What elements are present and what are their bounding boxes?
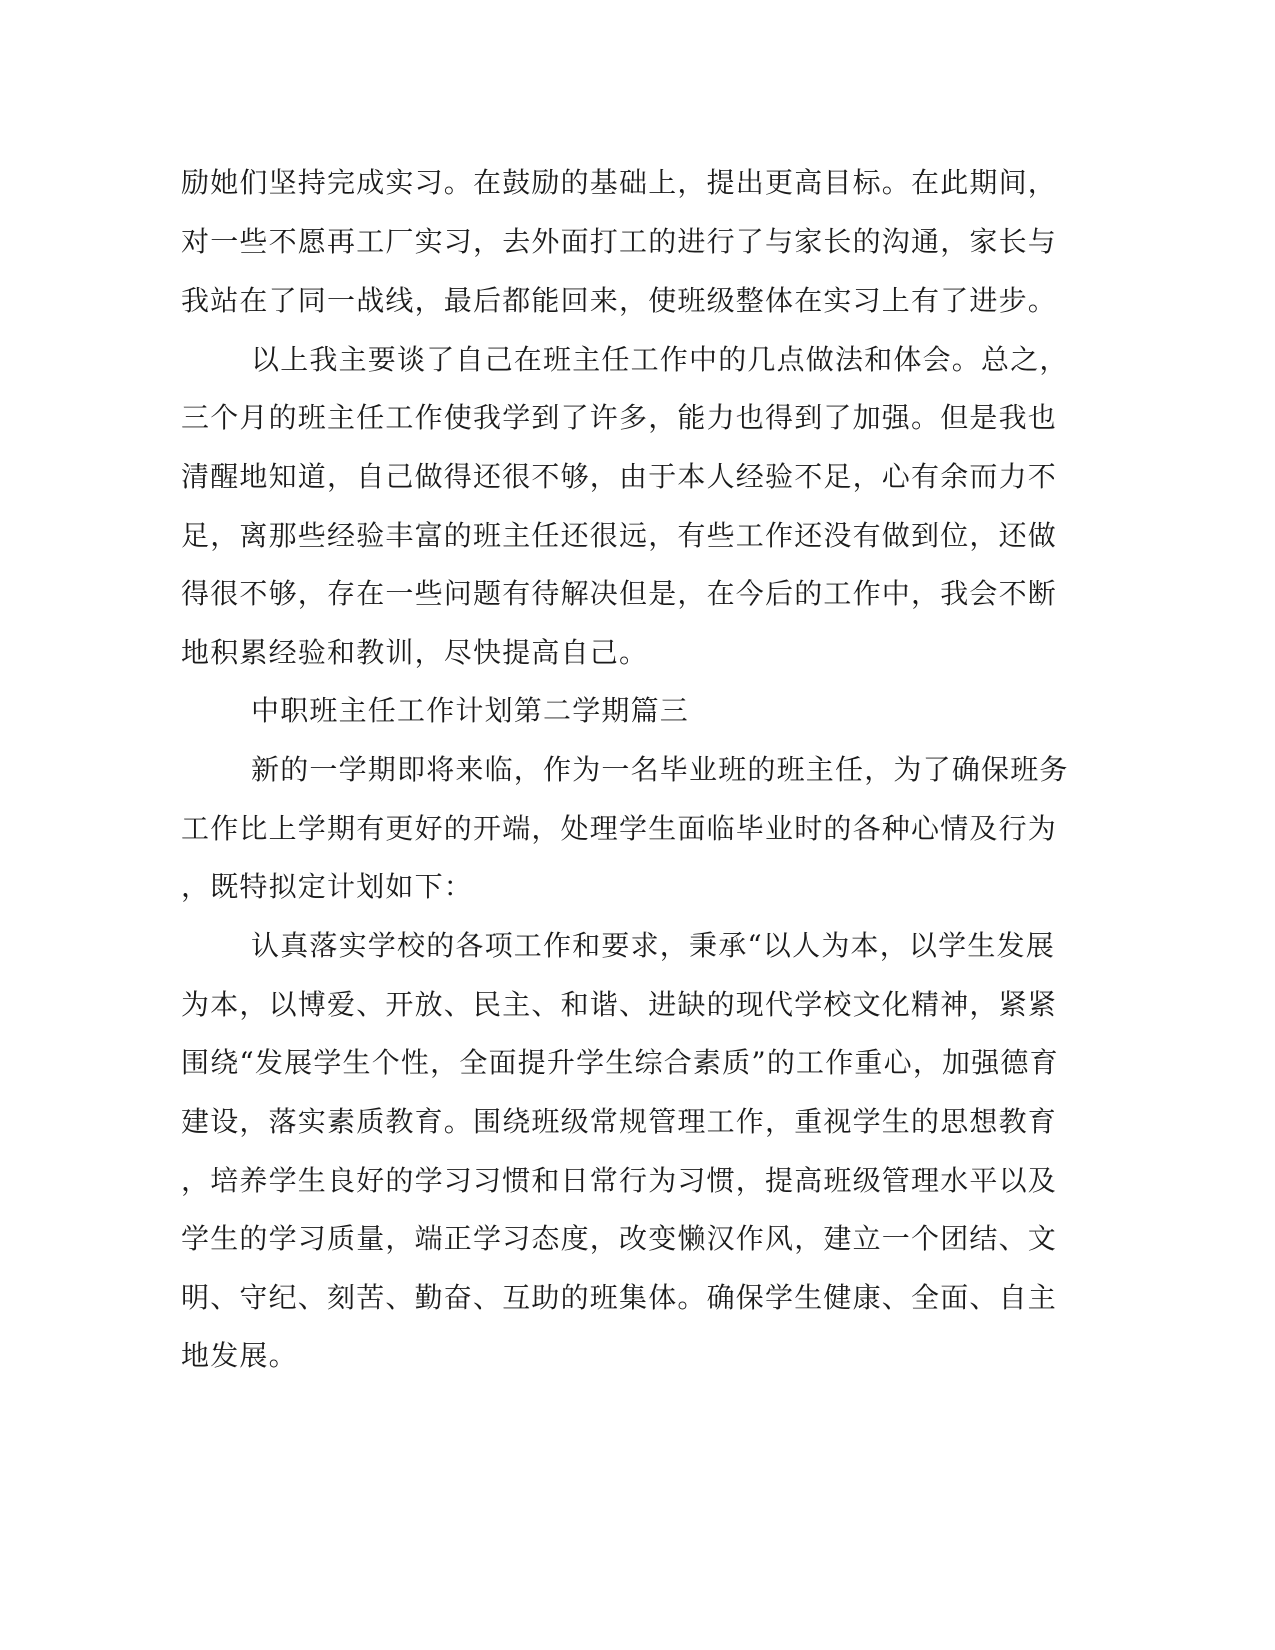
text-line: 为本，以博爱、开放、民主、和谐、进缺的现代学校文化精神，紧紧 xyxy=(181,988,1058,1021)
text-line: 清醒地知道，自己做得还很不够，由于本人经验不足，心有余而力不 xyxy=(181,460,1058,493)
text-line: 建设，落实素质教育。围绕班级常规管理工作，重视学生的思想教育 xyxy=(181,1105,1058,1138)
text-line: ，既特拟定计划如下： xyxy=(181,870,474,903)
text-line: 我站在了同一战线，最后都能回来，使班级整体在实习上有了进步。 xyxy=(181,284,1058,317)
text-line: 学生的学习质量，端正学习态度，改变懒汉作风，建立一个团结、文 xyxy=(181,1222,1058,1255)
text-line: 工作比上学期有更好的开端，处理学生面临毕业时的各种心情及行为 xyxy=(181,812,1058,845)
section-heading: 中职班主任工作计划第二学期篇三 xyxy=(251,694,690,727)
text-line: 认真落实学校的各项工作和要求，秉承“以人为本，以学生发展 xyxy=(251,929,1055,962)
text-line: 地发展。 xyxy=(181,1339,298,1372)
text-line: 明、守纪、刻苦、勤奋、互助的班集体。确保学生健康、全面、自主 xyxy=(181,1281,1058,1314)
text-line: 以上我主要谈了自己在班主任工作中的几点做法和体会。总之， xyxy=(251,343,1069,376)
text-line: 新的一学期即将来临，作为一名毕业班的班主任，为了确保班务 xyxy=(251,753,1069,786)
text-line: 对一些不愿再工厂实习，去外面打工的进行了与家长的沟通，家长与 xyxy=(181,225,1058,258)
text-line: 围绕“发展学生个性，全面提升学生综合素质”的工作重心，加强德育 xyxy=(181,1046,1059,1079)
text-line: 地积累经验和教训，尽快提高自己。 xyxy=(181,636,649,669)
text-line: ，培养学生良好的学习习惯和日常行为习惯，提高班级管理水平以及 xyxy=(181,1164,1058,1197)
text-line: 励她们坚持完成实习。在鼓励的基础上，提出更高目标。在此期间， xyxy=(181,166,1058,199)
text-line: 足，离那些经验丰富的班主任还很远，有些工作还没有做到位，还做 xyxy=(181,519,1058,552)
text-line: 得很不够，存在一些问题有待解决但是，在今后的工作中，我会不断 xyxy=(181,577,1058,610)
text-line: 三个月的班主任工作使我学到了许多，能力也得到了加强。但是我也 xyxy=(181,401,1058,434)
